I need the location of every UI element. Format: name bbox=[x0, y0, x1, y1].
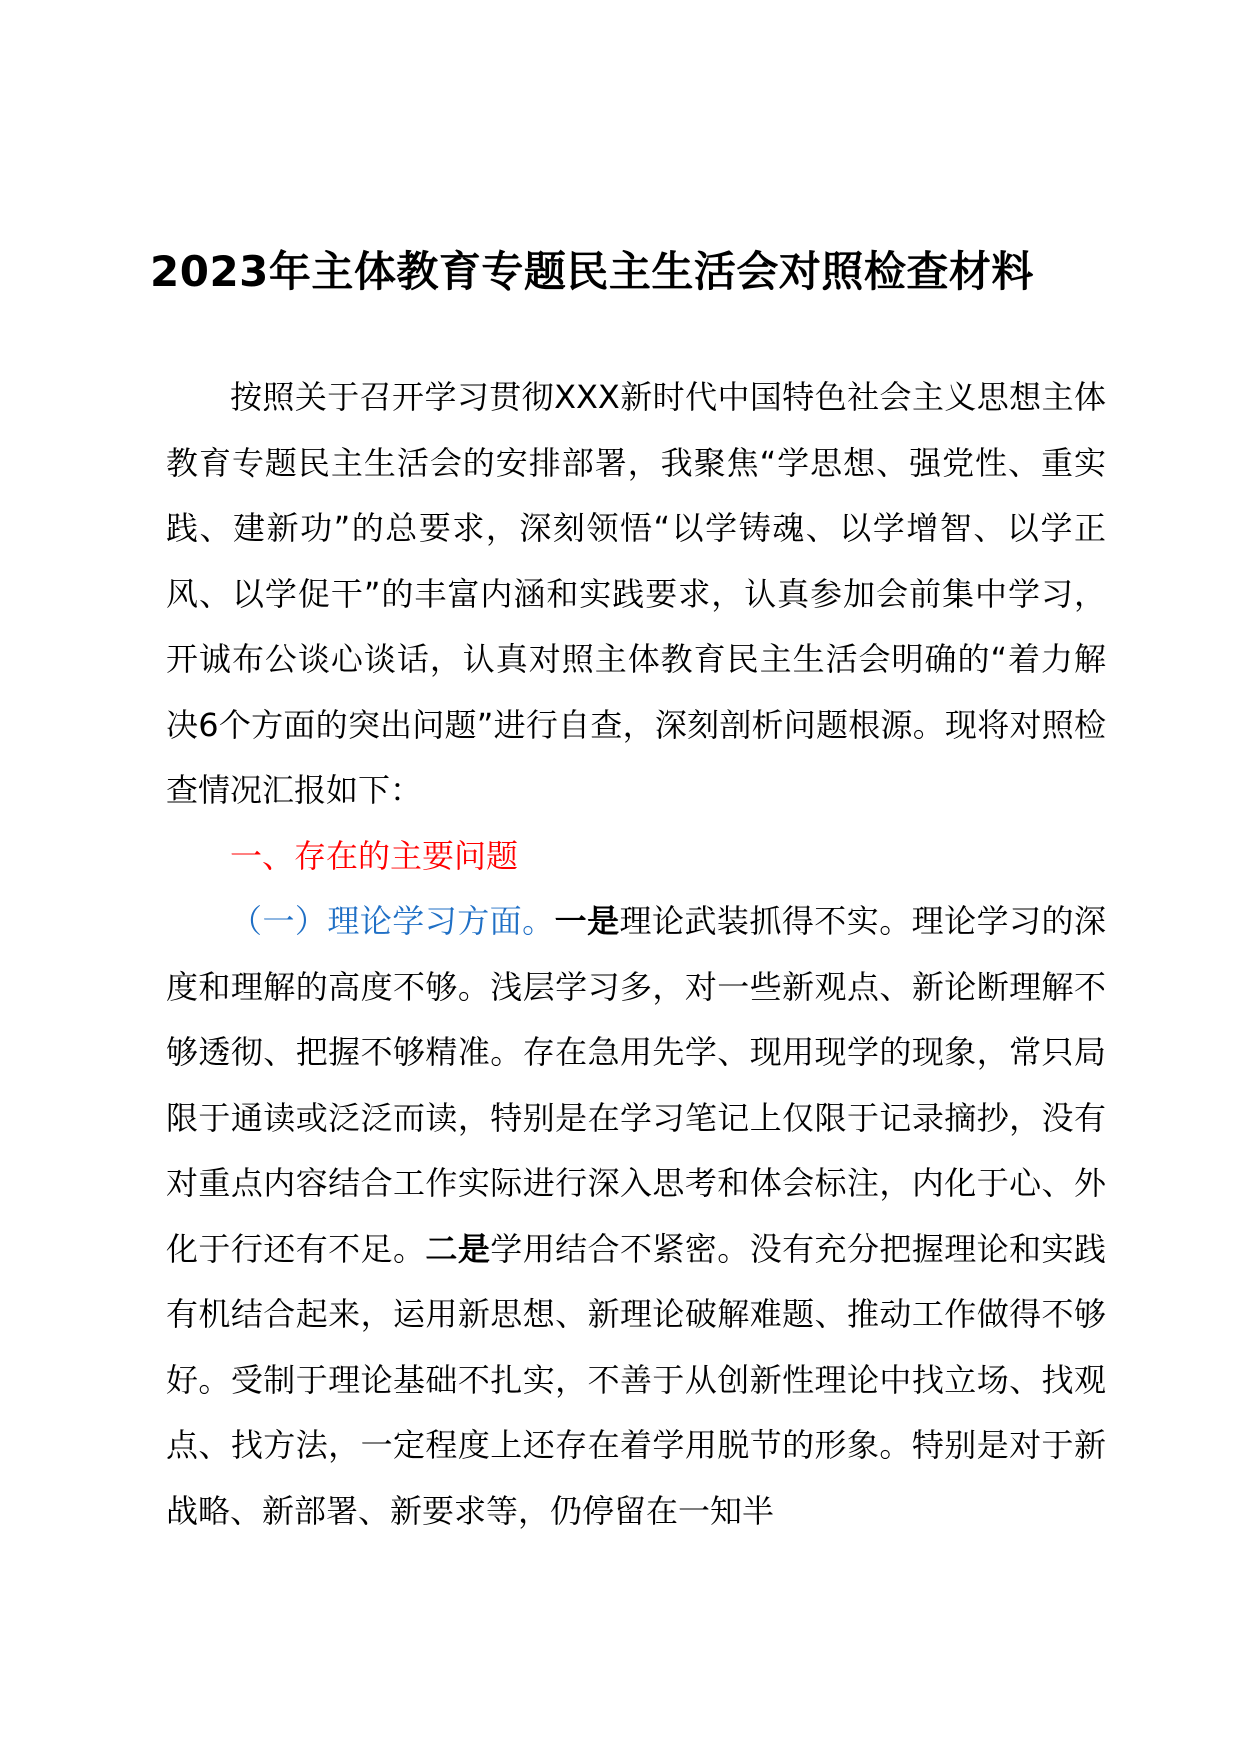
document-title: 2023年主体教育专题民主生活会对照检查材料 bbox=[150, 247, 1034, 296]
section-heading: 一、存在的主要问题 bbox=[230, 836, 519, 875]
subsection-paragraph bbox=[166, 889, 1106, 1544]
subsection-title: （一）理论学习方面。 bbox=[230, 902, 555, 940]
document-body bbox=[166, 365, 1106, 1544]
point-one-text: 理论武装抓得不实。理论学习的深度和理解的高度不够。浅层学习多，对一些新观点、新论断理解不够透彻、把握不够精准。存在急用先学、现用现学的现象，常只局限于通读或泛泛而读，特别是在学习笔记上仅限于记录摘抄，没有对重点内容结合工作实际进行深入思考和体会标注，内化于心、外化于行还有不足。 bbox=[166, 902, 1106, 1268]
point-two-text: 学用结合不紧密。没有充分把握理论和实践有机结合起来，运用新思想、新理论破解难题、推动工作做得不够好。受制于理论基础不扎实，不善于从创新性理论中找立场、找观点、找方法，一定程度上还存在着学用脱节的形象。特别是对于新战略、新部署、新要求等，仍停留在一知半 bbox=[166, 1229, 1106, 1530]
point-one-label: 一是 bbox=[554, 902, 620, 940]
point-two-label: 二是 bbox=[425, 1229, 491, 1268]
intro-paragraph: 按照关于召开学习贯彻XXX新时代中国特色社会主义思想主体教育专题民主生活会的安排部署，我聚焦“学思想、强党性、重实践、建新功”的总要求，深刻领悟“以学铸魂、以学增智、以学正风、以学促干”的丰富内涵和实践要求，认真参加会前集中学习，开诚布公谈心谈话，认真对照主体教育民主生活会明确的“着力解决6个方面的突出问题”进行自查，深刻剖析问题根源。现将对照检查情况汇报如下： bbox=[166, 378, 1106, 809]
